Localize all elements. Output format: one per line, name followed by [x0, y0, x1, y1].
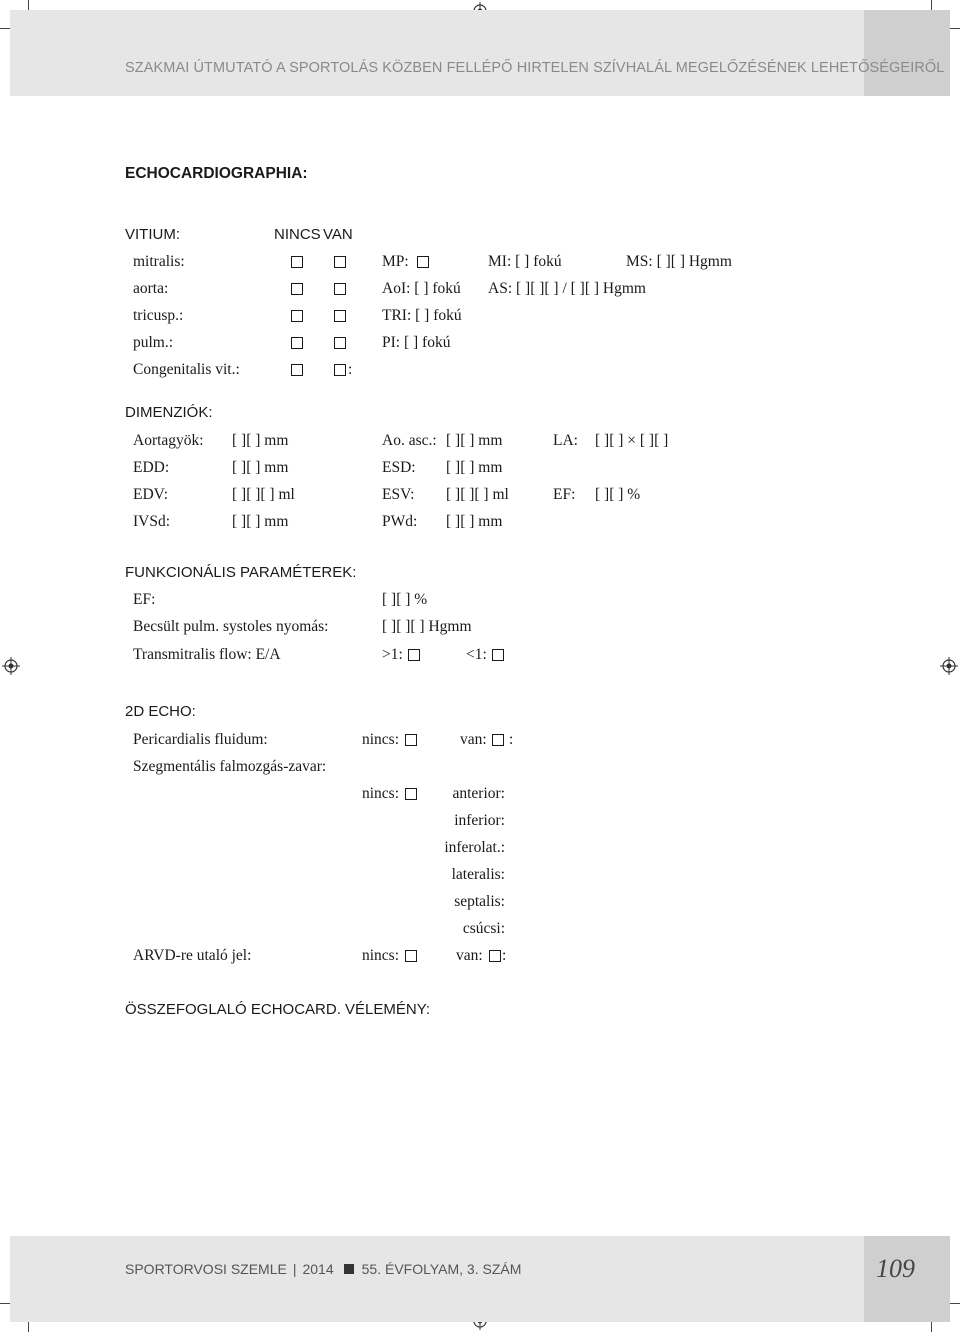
- journal-name: SPORTORVOSI SZEMLE: [125, 1261, 287, 1277]
- esd-value[interactable]: [ ][ ] mm: [446, 459, 503, 476]
- aortagyok-label: Aortagyök:: [133, 432, 204, 449]
- edv-value[interactable]: [ ][ ][ ] ml: [232, 486, 295, 503]
- ef-dim-value[interactable]: [ ][ ] %: [595, 486, 641, 503]
- ivsd-value[interactable]: [ ][ ] mm: [232, 513, 289, 530]
- arvd-nincs-checkbox[interactable]: [405, 950, 417, 962]
- vitium-heading: VITIUM:: [125, 226, 180, 243]
- arvd-van-label: van:: [456, 947, 483, 964]
- footer-line: [125, 1261, 521, 1277]
- arvd-colon: :: [502, 947, 507, 964]
- tricusp-label: tricusp.:: [133, 307, 184, 324]
- pericardial-nincs-label: nincs:: [362, 731, 400, 748]
- congenitalis-label: Congenitalis vit.:: [133, 361, 240, 378]
- edd-label: EDD:: [133, 459, 170, 476]
- ao-asc-label: Ao. asc.:: [382, 432, 437, 449]
- esd-label: ESD:: [382, 459, 416, 476]
- mitralis-ms-field[interactable]: MS: [ ][ ] Hgmm: [626, 253, 732, 270]
- segment-inferolat: inferolat.:: [444, 839, 505, 856]
- running-title: SZAKMAI ÚTMUTATÓ A SPORTOLÁS KÖZBEN FELLÉPŐ HIRTELEN SZÍVHALÁL MEGELŐZÉSÉNEK LEHETŐSÉGEIRŐL: [125, 60, 945, 76]
- col-nincs: NINCS: [274, 226, 321, 243]
- mitralis-label: mitralis:: [133, 253, 185, 270]
- mitralis-nincs-checkbox[interactable]: [291, 256, 303, 268]
- col-van: VAN: [323, 226, 353, 243]
- arvd-label: ARVD-re utaló jel:: [133, 947, 252, 964]
- pericardial-van-label: van:: [460, 731, 487, 748]
- mitralis-mi-field[interactable]: MI: [ ] fokú: [488, 253, 562, 270]
- ef-value[interactable]: [ ][ ] %: [382, 591, 428, 608]
- segment-anterior: anterior:: [452, 785, 505, 802]
- flow-gt-checkbox[interactable]: [408, 649, 420, 661]
- pericardial-colon: :: [509, 731, 514, 748]
- footer-band: [10, 1236, 864, 1322]
- transmitral-flow-label: Transmitralis flow: E/A: [133, 646, 281, 663]
- funkcionalis-heading: FUNKCIONÁLIS PARAMÉTEREK:: [125, 564, 357, 581]
- pulm-pi-field[interactable]: PI: [ ] fokú: [382, 334, 451, 351]
- aorta-aoi-field[interactable]: AoI: [ ] fokú: [382, 280, 461, 297]
- journal-year: 2014: [302, 1261, 334, 1277]
- aorta-nincs-checkbox[interactable]: [291, 283, 303, 295]
- header-band: [10, 10, 864, 96]
- segment-septalis: septalis:: [454, 893, 505, 910]
- summary-heading: ÖSSZEFOGLALÓ ECHOCARD. VÉLEMÉNY:: [125, 1001, 431, 1018]
- la-value[interactable]: [ ][ ] × [ ][ ]: [595, 432, 669, 449]
- congenitalis-nincs-checkbox[interactable]: [291, 364, 303, 376]
- square-bullet-icon: [344, 1264, 354, 1274]
- ef-dim-label: EF:: [553, 486, 576, 503]
- la-label: LA:: [553, 432, 578, 449]
- pulm-nincs-checkbox[interactable]: [291, 337, 303, 349]
- pericardial-van-checkbox[interactable]: [492, 734, 504, 746]
- registration-mark-icon: [940, 657, 958, 675]
- segment-csucsi: csúcsi:: [462, 920, 505, 937]
- segmental-nincs-label: nincs:: [362, 785, 400, 802]
- pulm-label: pulm.:: [133, 334, 174, 351]
- aorta-van-checkbox[interactable]: [334, 283, 346, 295]
- pwd-label: PWd:: [382, 513, 418, 530]
- footer-separator: |: [292, 1261, 297, 1277]
- edv-label: EDV:: [133, 486, 169, 503]
- pulm-pressure-label: Becsült pulm. systoles nyomás:: [133, 618, 329, 635]
- flow-lt-checkbox[interactable]: [492, 649, 504, 661]
- pwd-value[interactable]: [ ][ ] mm: [446, 513, 503, 530]
- mitralis-mp-label: MP:: [382, 253, 409, 270]
- arvd-nincs-label: nincs:: [362, 947, 400, 964]
- esv-label: ESV:: [382, 486, 415, 503]
- esv-value[interactable]: [ ][ ][ ] ml: [446, 486, 509, 503]
- edd-value[interactable]: [ ][ ] mm: [232, 459, 289, 476]
- registration-mark-icon: [2, 657, 20, 675]
- segmental-label: Szegmentális falmozgás-zavar:: [133, 758, 327, 775]
- header-corner-block: [864, 10, 950, 96]
- pulm-pressure-value[interactable]: [ ][ ][ ] Hgmm: [382, 618, 472, 635]
- mitralis-van-checkbox[interactable]: [334, 256, 346, 268]
- page-number: 109: [876, 1254, 915, 1283]
- dimenziok-heading: DIMENZIÓK:: [125, 404, 213, 421]
- segment-inferior: inferior:: [454, 812, 505, 829]
- flow-lt-label: <1:: [466, 646, 487, 663]
- journal-volume: 55. ÉVFOLYAM, 3. SZÁM: [361, 1261, 522, 1277]
- aortagyok-value[interactable]: [ ][ ] mm: [232, 432, 289, 449]
- pericardial-label: Pericardialis fluidum:: [133, 731, 268, 748]
- arvd-van-checkbox[interactable]: [489, 950, 501, 962]
- tricusp-nincs-checkbox[interactable]: [291, 310, 303, 322]
- tricusp-tri-field[interactable]: TRI: [ ] fokú: [382, 307, 462, 324]
- aorta-label: aorta:: [133, 280, 169, 297]
- mitralis-mp-checkbox[interactable]: [417, 256, 429, 268]
- tricusp-van-checkbox[interactable]: [334, 310, 346, 322]
- segment-lateralis: lateralis:: [451, 866, 505, 883]
- congenitalis-van-checkbox[interactable]: [334, 364, 346, 376]
- pericardial-nincs-checkbox[interactable]: [405, 734, 417, 746]
- ao-asc-value[interactable]: [ ][ ] mm: [446, 432, 503, 449]
- aorta-as-field[interactable]: AS: [ ][ ][ ] / [ ][ ] Hgmm: [488, 280, 646, 297]
- segmental-nincs-checkbox[interactable]: [405, 788, 417, 800]
- section-title: ECHOCARDIOGRAPHIA:: [125, 165, 308, 182]
- pulm-van-checkbox[interactable]: [334, 337, 346, 349]
- ivsd-label: IVSd:: [133, 513, 171, 530]
- congenitalis-colon: :: [348, 361, 353, 378]
- ef-label: EF:: [133, 591, 156, 608]
- echo2d-heading: 2D ECHO:: [125, 703, 196, 720]
- flow-gt-label: >1:: [382, 646, 403, 663]
